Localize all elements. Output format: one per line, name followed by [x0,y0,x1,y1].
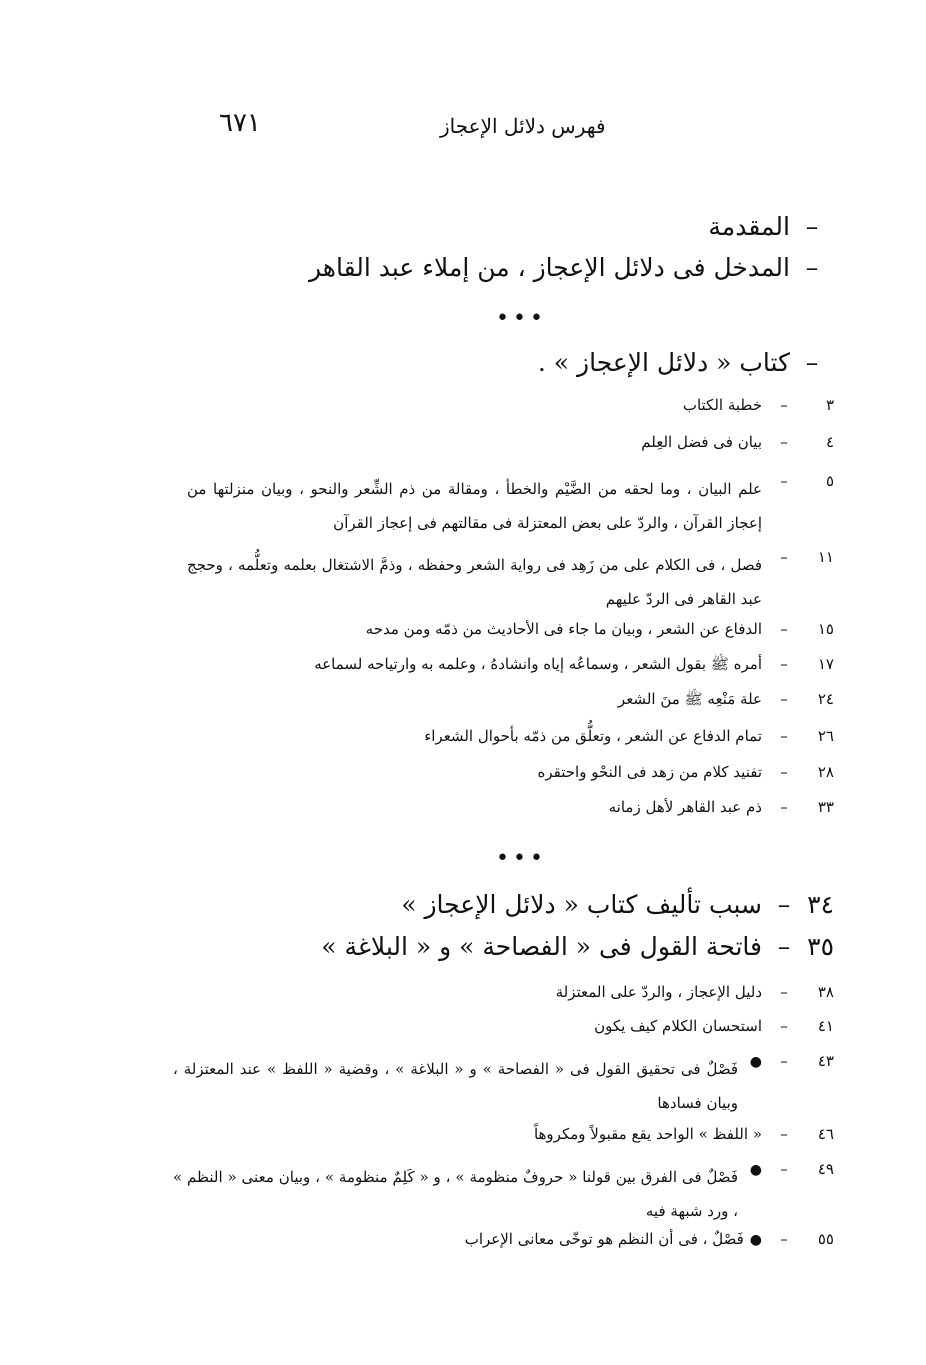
toc-entry [465,1230,834,1248]
entry-dash: – [780,655,788,673]
entry-text: المدخل فى دلائل الإعجاز ، من إملاء عبد القاهر [308,253,790,282]
entry-text: فَصْلٌ فى تحقيق القول فى « الفصاحة » و « البلاغة » ، وقضية « اللفظ » عند المعتزلة ، وبيان فسادها [173,1060,738,1112]
entry-dash: – [780,727,788,745]
entry-dash: – [805,348,819,377]
toc-entry [762,548,834,566]
section-separator: ••• [496,846,547,871]
entry-page-number: ٣٣ [817,798,834,816]
entry-page-number: ١٧ [817,655,834,673]
entry-dash: – [780,620,788,638]
entry-text: فاتحة القول فى « الفصاحة » و « البلاغة » [321,932,762,961]
entry-text: تمام الدفاع عن الشعر ، وتعلُّق من ذمّه بأحوال الشعراء [424,727,762,745]
entry-dash: – [780,1125,788,1143]
entry-dash: – [777,932,791,961]
section-separator: ••• [496,306,547,331]
entry-dash: – [780,983,788,1001]
entry-text: فَصْلٌ ، فى أن النظم هو توخّى معانى الإعراب [464,1230,744,1248]
entry-page-number: ٢٦ [817,727,834,745]
entry-text: علة مَنْعِه ﷺ منَ الشعر [617,690,762,708]
entry-dash: – [805,253,819,282]
entry-dash: – [780,472,788,490]
entry-text: تفنيد كلام من زهد فى النحْو واحتقره [537,763,762,781]
entry-text: بيان فى فضل العِلم [641,433,762,451]
bullet-icon: ● [749,1054,762,1070]
entry-text: كتاب « دلائل الإعجاز » . [537,348,790,377]
entry-page-number: ٤١ [817,1017,834,1035]
entry-page-number: ٤٣ [817,1052,834,1070]
entry-text: أمره ﷺ بقول الشعر ، وسماعُه إياه وانشادهُ ، وعلمه به وارتياحه لسماعه [314,655,762,673]
entry-dash: – [780,798,788,816]
toc-entry [534,1125,834,1143]
entry-dash: – [805,212,819,241]
toc-entry [744,1052,834,1070]
entry-text: الدفاع عن الشعر ، وبيان ما جاء فى الأحاديث من ذمّه ومن مدحه [365,620,762,638]
entry-page-number: ١١ [817,548,834,566]
entry-text: فَصْلٌ فى الفرق بين قولنا « حروفٌ منظومة » ، و « كَلِمٌ منظومة » ، وبيان معنى « النظم » ، ورد شبهة فيه [173,1168,738,1220]
entry-page-number: ٢٤ [817,690,834,708]
running-title: فهرس دلائل الإعجاز [440,114,606,138]
entry-page-number: ٤٦ [817,1125,834,1143]
entry-text: المقدمة [708,212,790,241]
entry-page-number: ٤٩ [817,1160,834,1178]
entry-dash: – [780,1160,788,1178]
entry-page-number: ٣٥ [807,932,834,961]
toc-entry [744,1160,834,1178]
entry-dash: – [780,690,788,708]
bullet-icon: ● [749,1162,762,1178]
toc-entry [762,472,834,490]
entry-page-number: ٥ [825,472,834,490]
bullet-icon: ● [749,1232,762,1248]
toc-entry [618,690,834,712]
toc-entry-kitab [538,348,834,377]
toc-entry [683,396,834,414]
toc-entry [609,798,834,816]
entry-dash: – [780,548,788,566]
entry-dash: – [780,763,788,781]
toc-entry-madkhal [309,253,834,282]
entry-text: « اللفظ » الواحد يقع مقبولاً ومكروهاً [533,1125,762,1143]
toc-entry-intro [708,212,834,241]
entry-text: سبب تأليف كتاب « دلائل الإعجاز » [401,890,762,919]
entry-text: علم البيان ، وما لحقه من الضَّيْم والخطأ ، ومقالة من ذم الشِّعر والنحو ، وبيان منزلتها من إعجاز القرآن ، والردّ على بعض المعتزلة فى مقالتهم فى إعجاز القرآن [187,480,762,532]
entry-text: دليل الإعجاز ، والردّ على المعتزلة [555,983,762,1001]
entry-dash: – [780,1052,788,1070]
toc-entry [424,727,834,745]
page-number: ٦٧١ [219,108,261,138]
toc-entry [314,655,834,677]
entry-page-number: ٣٨ [817,983,834,1001]
entry-page-number: ٣ [825,396,834,414]
entry-page-number: ١٥ [817,620,834,638]
entry-dash: – [780,1017,788,1035]
entry-dash: – [780,1230,788,1248]
toc-entry-major [321,932,834,961]
toc-entry-major [401,890,834,919]
entry-page-number: ٤ [825,433,834,451]
toc-entry [366,620,834,638]
toc-entry [641,433,834,451]
toc-entry [538,763,834,781]
entry-text: خطبة الكتاب [682,396,762,414]
entry-text: ذم عبد القاهر لأهل زمانه [608,798,762,816]
entry-text: استحسان الكلام كيف يكون [594,1017,762,1035]
entry-dash: – [780,433,788,451]
entry-dash: – [777,890,791,919]
entry-page-number: ٥٥ [817,1230,834,1248]
toc-entry [556,983,834,1001]
toc-entry [594,1017,834,1035]
entry-text: فصل ، فى الكلام على من زَهِد فى رواية الشعر وحفظه ، وذمَّ الاشتغال بعلمه وتعلُّمه ، وحجج عبد القاهر فى الردّ عليهم [187,556,762,608]
entry-page-number: ٢٨ [817,763,834,781]
entry-dash: – [780,396,788,414]
entry-page-number: ٣٤ [807,890,834,919]
